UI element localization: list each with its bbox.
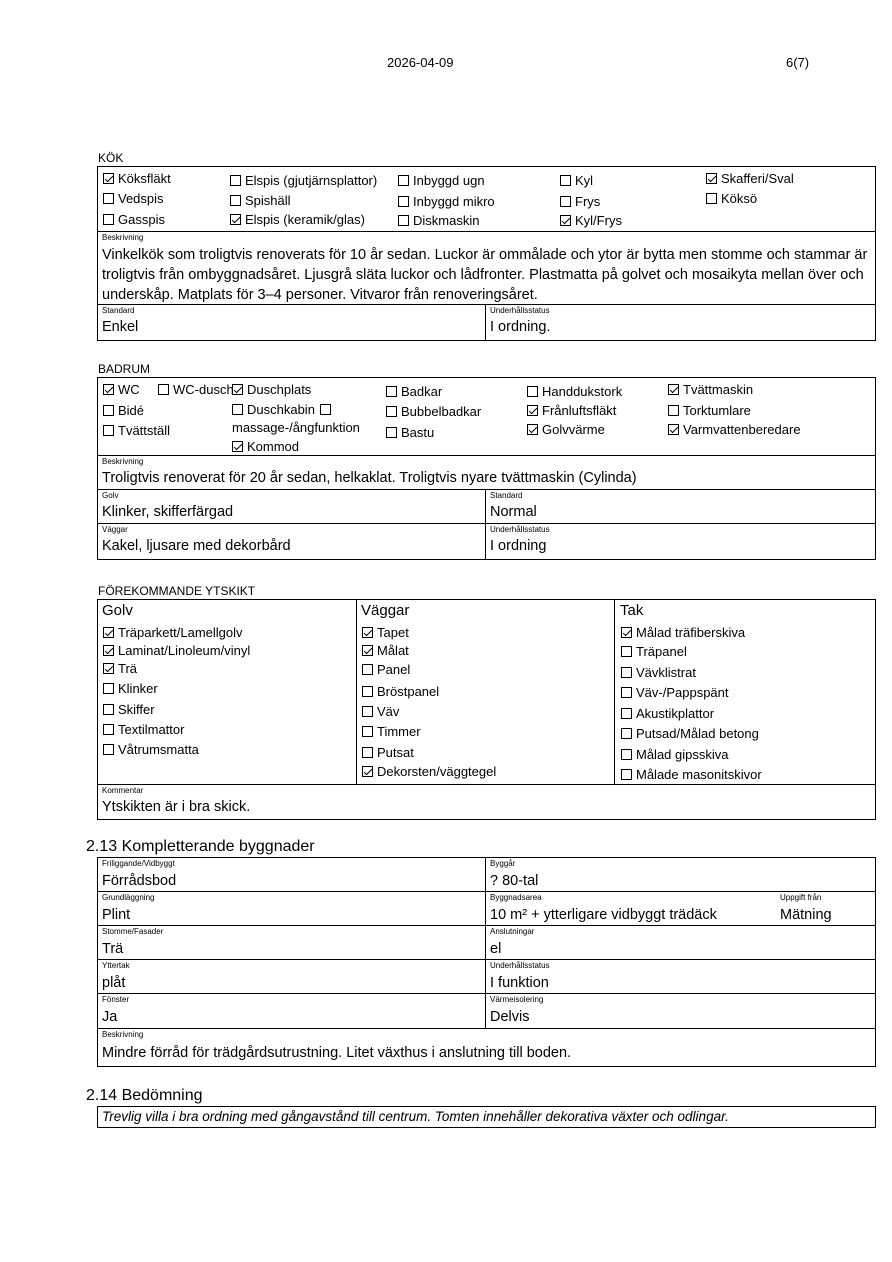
unchecked-box-icon[interactable] [103, 683, 114, 694]
unchecked-box-icon[interactable] [103, 744, 114, 755]
checkbox-label: Elspis (keramik/glas) [245, 212, 365, 227]
anslutning-value: el [490, 941, 502, 957]
varme-value: Delvis [490, 1009, 530, 1025]
checkbox-label: Kyl/Frys [575, 213, 622, 228]
checkbox-label: Putsat [377, 745, 414, 760]
kok-checkbox[interactable] [398, 212, 479, 229]
checkbox-label: Bastu [401, 425, 435, 440]
checked-box-icon[interactable] [668, 424, 679, 435]
checkbox-label: Akustikplattor [636, 706, 715, 721]
unchecked-box-icon[interactable] [362, 686, 373, 697]
varme-label: Värmeisolering [490, 995, 544, 1004]
checked-box-icon[interactable] [362, 766, 373, 777]
page-number: 6(7) [786, 55, 810, 70]
kok-checkbox[interactable] [230, 172, 377, 189]
ytskikt-vaggar-checkbox[interactable] [362, 723, 421, 740]
kok-standard-label: Standard [102, 306, 135, 315]
fristaende-value: Förrådsbod [102, 873, 177, 889]
kok-checkbox[interactable] [230, 192, 291, 209]
ytskikt-vaggar-checkbox[interactable] [362, 683, 439, 700]
checkbox-label: WC [118, 382, 140, 397]
checked-box-icon[interactable] [527, 405, 538, 416]
checkbox-label: Klinker [118, 681, 158, 696]
badrum-checkbox[interactable] [232, 438, 299, 455]
ytskikt-title: FÖREKOMMANDE YTSKIKT [98, 584, 256, 598]
checkbox-label: Bröstpanel [377, 684, 440, 699]
checked-box-icon[interactable] [668, 384, 679, 395]
badrum-golv: Klinker, skifferfärgad [102, 504, 234, 520]
ytskikt-tak-checkbox[interactable] [621, 766, 762, 783]
fristaende-label: Friliggande/Vidbyggt [102, 859, 175, 868]
badrum-checkbox[interactable] [103, 381, 140, 398]
area-value: 10 m² + ytterligare vidbyggt trädäck [490, 907, 717, 923]
unchecked-box-icon[interactable] [527, 386, 538, 397]
ytskikt-tak-checkbox[interactable] [621, 725, 759, 742]
unchecked-box-icon[interactable] [103, 425, 114, 436]
checkbox-label: Tapet [377, 625, 409, 640]
kok-checkbox[interactable] [103, 170, 171, 187]
unchecked-box-icon[interactable] [386, 386, 397, 397]
badrum-golv-label: Golv [102, 491, 119, 500]
unchecked-box-icon[interactable] [320, 404, 331, 415]
badrum-vaggar-cell [97, 523, 486, 560]
kok-standard-cell [97, 304, 486, 341]
ytskikt-golv-title: Golv [102, 602, 133, 619]
byggar-label: Byggår [490, 859, 516, 868]
checked-box-icon[interactable] [230, 214, 241, 225]
unchecked-box-icon[interactable] [362, 747, 373, 758]
badrum-standard-label: Standard [490, 491, 523, 500]
kok-underhall-label: Underhållsstatus [490, 306, 550, 315]
badrum-vaggar-label: Väggar [102, 525, 128, 534]
checked-box-icon[interactable] [362, 645, 373, 656]
checked-box-icon[interactable] [103, 384, 114, 395]
unchecked-box-icon[interactable] [621, 646, 632, 657]
kok-checkbox[interactable] [706, 190, 757, 207]
unchecked-box-icon[interactable] [398, 215, 409, 226]
kok-underhall-cell [485, 304, 876, 341]
checked-box-icon[interactable] [232, 441, 243, 452]
bedomning-heading: 2.14 Bedömning [86, 1087, 203, 1104]
badrum-beskrivning-label: Beskrivning [102, 457, 144, 466]
badrum-checkbox[interactable] [232, 381, 311, 398]
checkbox-label: Målad gipsskiva [636, 747, 729, 762]
checkbox-label: Köksö [721, 191, 758, 206]
unchecked-box-icon[interactable] [230, 195, 241, 206]
unchecked-box-icon[interactable] [621, 749, 632, 760]
fonster-value: Ja [102, 1009, 118, 1025]
ytskikt-vaggar-checkbox[interactable] [362, 642, 409, 659]
unchecked-box-icon[interactable] [232, 404, 243, 415]
checkbox-label: Handdukstork [542, 384, 623, 399]
checkbox-label: Torktumlare [683, 403, 751, 418]
byggnad-beskrivning-label: Beskrivning [102, 1030, 144, 1039]
badrum-title: BADRUM [98, 362, 151, 376]
checkbox-label: Vedspis [118, 191, 164, 206]
checkbox-label: Elspis (gjutjärnsplattor) [245, 173, 378, 188]
bedomning-text: Trevlig villa i bra ordning med gångavstånd till centrum. Tomten innehåller dekorativa växter och odlingar. [102, 1109, 729, 1124]
kok-checkbox[interactable] [103, 190, 164, 207]
badrum-checkbox[interactable] [527, 402, 616, 419]
checkbox-label: Panel [377, 662, 411, 677]
ytskikt-vaggar-checkbox[interactable] [362, 763, 496, 780]
checkbox-label: massage-/ångfunktion [232, 420, 360, 435]
checkbox-label: Duschkabin [247, 402, 315, 417]
checkbox-label: Bidé [118, 403, 145, 418]
kok-checkbox[interactable] [398, 193, 495, 210]
unchecked-box-icon[interactable] [103, 405, 114, 416]
checked-box-icon[interactable] [103, 173, 114, 184]
kok-beskrivning-cell [97, 231, 876, 305]
grund-label: Grundläggning [102, 893, 155, 902]
unchecked-box-icon[interactable] [386, 406, 397, 417]
badrum-underhall-label: Underhållsstatus [490, 525, 550, 534]
badrum-checkbox[interactable] [668, 402, 751, 419]
checkbox-label: Trä [118, 661, 138, 676]
byggnad-beskrivning-value: Mindre förråd för trädgårdsutrustning. Litet växthus i anslutning till boden. [102, 1045, 572, 1061]
unchecked-box-icon[interactable] [621, 667, 632, 678]
ytskikt-tak-title: Tak [620, 602, 644, 619]
kok-beskrivning: Vinkelkök som troligtvis renoverats för 10 år sedan. Luckor är ommålade och ytor är bytta men stomme och stammar är troligtvis från ombyggnadsåret. Ljusgrå släta luckor och lådfronter. Plastmatta på golvet och mosaikyta mellan över och underskåp. Matplats för 3–4 personer. Vitvaror från renoveringsåret. [102, 247, 868, 303]
unchecked-box-icon[interactable] [621, 728, 632, 739]
fonster-label: Fönster [102, 995, 130, 1004]
badrum-section [97, 377, 876, 560]
checkbox-label: Putsad/Målad betong [636, 726, 759, 741]
ytskikt-vaggar-checkbox[interactable] [362, 703, 399, 720]
byggnad-underhall-value: I funktion [490, 975, 549, 991]
badrum-standard-cell [485, 489, 876, 524]
badrum-vaggar: Kakel, ljusare med dekorbård [102, 538, 291, 554]
byggnader-heading: 2.13 Kompletterande byggnader [86, 838, 315, 855]
ytskikt-vaggar-title: Väggar [361, 602, 410, 619]
byggnad-underhall-label: Underhållsstatus [490, 961, 550, 970]
checkbox-label: Golvvärme [542, 422, 605, 437]
badrum-golv-cell [97, 489, 486, 524]
unchecked-box-icon[interactable] [362, 664, 373, 675]
checkbox-label: Skiffer [118, 702, 155, 717]
checkbox-label: Spishäll [245, 193, 291, 208]
checkbox-label: Bubbelbadkar [401, 404, 482, 419]
checkbox-label: Badkar [401, 384, 443, 399]
checked-box-icon[interactable] [362, 627, 373, 638]
checked-box-icon[interactable] [103, 627, 114, 638]
checkbox-label: WC-dusch [173, 382, 234, 397]
checkbox-label: Köksfläkt [118, 171, 171, 186]
checkbox-label: Vävklistrat [636, 665, 696, 680]
checkbox-label: Diskmaskin [413, 213, 480, 228]
unchecked-box-icon[interactable] [621, 769, 632, 780]
badrum-checkbox[interactable] [103, 402, 144, 419]
checkbox-label: Timmer [377, 724, 421, 739]
ytskikt-golv-checkbox[interactable] [103, 680, 158, 697]
kok-checkbox[interactable] [560, 172, 593, 189]
kok-checkbox[interactable] [560, 193, 600, 210]
checked-box-icon[interactable] [232, 384, 243, 395]
unchecked-box-icon[interactable] [398, 196, 409, 207]
checkbox-label: Träpanel [636, 644, 687, 659]
checkbox-label: Skafferi/Sval [721, 171, 794, 186]
unchecked-box-icon[interactable] [398, 175, 409, 186]
ytskikt-kommentar: Ytskikten är i bra skick. [102, 799, 251, 815]
kok-checkbox[interactable] [560, 212, 622, 229]
ytskikt-tak-checkbox[interactable] [621, 643, 687, 660]
kok-checkbox[interactable] [706, 170, 794, 187]
unchecked-box-icon[interactable] [158, 384, 169, 395]
badrum-checkbox[interactable] [103, 422, 170, 439]
badrum-checkbox[interactable] [386, 424, 434, 441]
ytskikt-tak-checkbox[interactable] [621, 664, 696, 681]
checkbox-label: Kyl [575, 173, 594, 188]
ytskikt-kommentar-cell [97, 784, 876, 820]
checked-box-icon[interactable] [527, 424, 538, 435]
checkbox-label: Laminat/Linoleum/vinyl [118, 643, 251, 658]
ytskikt-golv-checkbox[interactable] [103, 660, 137, 677]
ytskikt-golv-checkbox[interactable] [103, 701, 155, 718]
checked-box-icon[interactable] [706, 173, 717, 184]
stomme-label: Stomme/Fasader [102, 927, 164, 936]
uppgift-value: Mätning [780, 907, 832, 923]
yttertak-value: plåt [102, 975, 126, 991]
checkbox-label: Målat [377, 643, 409, 658]
uppgift-label: Uppgift från [780, 893, 822, 902]
unchecked-box-icon[interactable] [103, 214, 114, 225]
badrum-checkbox[interactable] [386, 383, 442, 400]
badrum-checkbox[interactable] [232, 401, 315, 418]
ytskikt-vaggar-checkbox[interactable] [362, 744, 414, 761]
unchecked-box-icon[interactable] [386, 427, 397, 438]
unchecked-box-icon[interactable] [706, 193, 717, 204]
ytskikt-vaggar-checkbox[interactable] [362, 624, 409, 641]
kok-checkbox[interactable] [398, 172, 485, 189]
unchecked-box-icon[interactable] [230, 175, 241, 186]
yttertak-label: Yttertak [102, 961, 130, 970]
badrum-checkbox[interactable] [668, 381, 753, 398]
ytskikt-tak-checkbox[interactable] [621, 684, 729, 701]
checkbox-label: Väv-/Pappspänt [636, 685, 729, 700]
badrum-beskrivning-cell [97, 455, 876, 490]
unchecked-box-icon[interactable] [621, 687, 632, 698]
ytskikt-tak-checkbox[interactable] [621, 746, 729, 763]
unchecked-box-icon[interactable] [560, 175, 571, 186]
ytskikt-kommentar-label: Kommentar [102, 786, 144, 795]
checkbox-label: Varmvattenberedare [683, 422, 801, 437]
unchecked-box-icon[interactable] [560, 196, 571, 207]
badrum-underhall: I ordning [490, 538, 547, 554]
unchecked-box-icon[interactable] [362, 706, 373, 717]
checkbox-label: Duschplats [247, 382, 312, 397]
kok-standard: Enkel [102, 319, 139, 335]
badrum-checkbox[interactable] [527, 383, 622, 400]
badrum-checkbox[interactable] [527, 421, 605, 438]
kok-underhall: I ordning. [490, 319, 551, 335]
checked-box-icon[interactable] [103, 663, 114, 674]
area-label: Byggnadsarea [490, 893, 542, 902]
badrum-underhall-cell [485, 523, 876, 560]
unchecked-box-icon[interactable] [103, 193, 114, 204]
checked-box-icon[interactable] [103, 645, 114, 656]
kok-title: KÖK [98, 151, 124, 165]
ytskikt-golv-checkbox[interactable] [103, 721, 184, 738]
ytskikt-golv-checkbox[interactable] [103, 741, 199, 758]
badrum-beskrivning: Troligtvis renoverat för 20 år sedan, helkaklat. Troligtvis nyare tvättmaskin (Cylinda) [102, 470, 637, 486]
ytskikt-tak-checkbox[interactable] [621, 705, 714, 722]
checkbox-label: Kommod [247, 439, 300, 454]
header-date: 2026-04-09 [387, 55, 454, 70]
kok-checkbox[interactable] [230, 211, 365, 228]
badrum-standard: Normal [490, 504, 537, 520]
checkbox-label: Gasspis [118, 212, 165, 227]
checkbox-label: Tvättmaskin [683, 382, 754, 397]
badrum-checkbox[interactable] [320, 401, 335, 418]
ytskikt-golv-checkbox[interactable] [103, 642, 250, 659]
checkbox-label: Våtrumsmatta [118, 742, 199, 757]
checkbox-label: Frys [575, 194, 601, 209]
stomme-value: Trä [102, 941, 124, 957]
bedomning-box [97, 1106, 876, 1128]
ytskikt-vaggar-checkbox[interactable] [362, 661, 410, 678]
unchecked-box-icon[interactable] [103, 724, 114, 735]
ytskikt-tak-checkbox[interactable] [621, 624, 745, 641]
badrum-checkbox[interactable] [158, 381, 234, 398]
checked-box-icon[interactable] [560, 215, 571, 226]
kok-beskrivning-label: Beskrivning [102, 233, 144, 242]
anslutning-label: Anslutningar [490, 927, 535, 936]
checkbox-label: Tvättställ [118, 423, 171, 438]
badrum-checkbox[interactable] [386, 403, 481, 420]
badrum-checkbox[interactable] [668, 421, 801, 438]
unchecked-box-icon[interactable] [103, 704, 114, 715]
checkbox-label: Inbyggd mikro [413, 194, 495, 209]
unchecked-box-icon[interactable] [362, 726, 373, 737]
ytskikt-golv-checkbox[interactable] [103, 624, 243, 641]
kok-checkbox[interactable] [103, 211, 165, 228]
checkbox-label: Textilmattor [118, 722, 185, 737]
checkbox-label: Frånluftsfläkt [542, 403, 617, 418]
checked-box-icon[interactable] [621, 627, 632, 638]
byggnader-section [97, 857, 876, 1067]
grund-value: Plint [102, 907, 131, 923]
checkbox-label: Väv [377, 704, 400, 719]
byggar-value: ? 80-tal [490, 873, 539, 889]
checkbox-label: Målad träfiberskiva [636, 625, 746, 640]
unchecked-box-icon[interactable] [668, 405, 679, 416]
checkbox-label: Träparkett/Lamellgolv [118, 625, 243, 640]
checkbox-label: Målade masonitskivor [636, 767, 762, 782]
checkbox-label: Inbyggd ugn [413, 173, 485, 188]
checkbox-label: Dekorsten/väggtegel [377, 764, 497, 779]
unchecked-box-icon[interactable] [621, 708, 632, 719]
